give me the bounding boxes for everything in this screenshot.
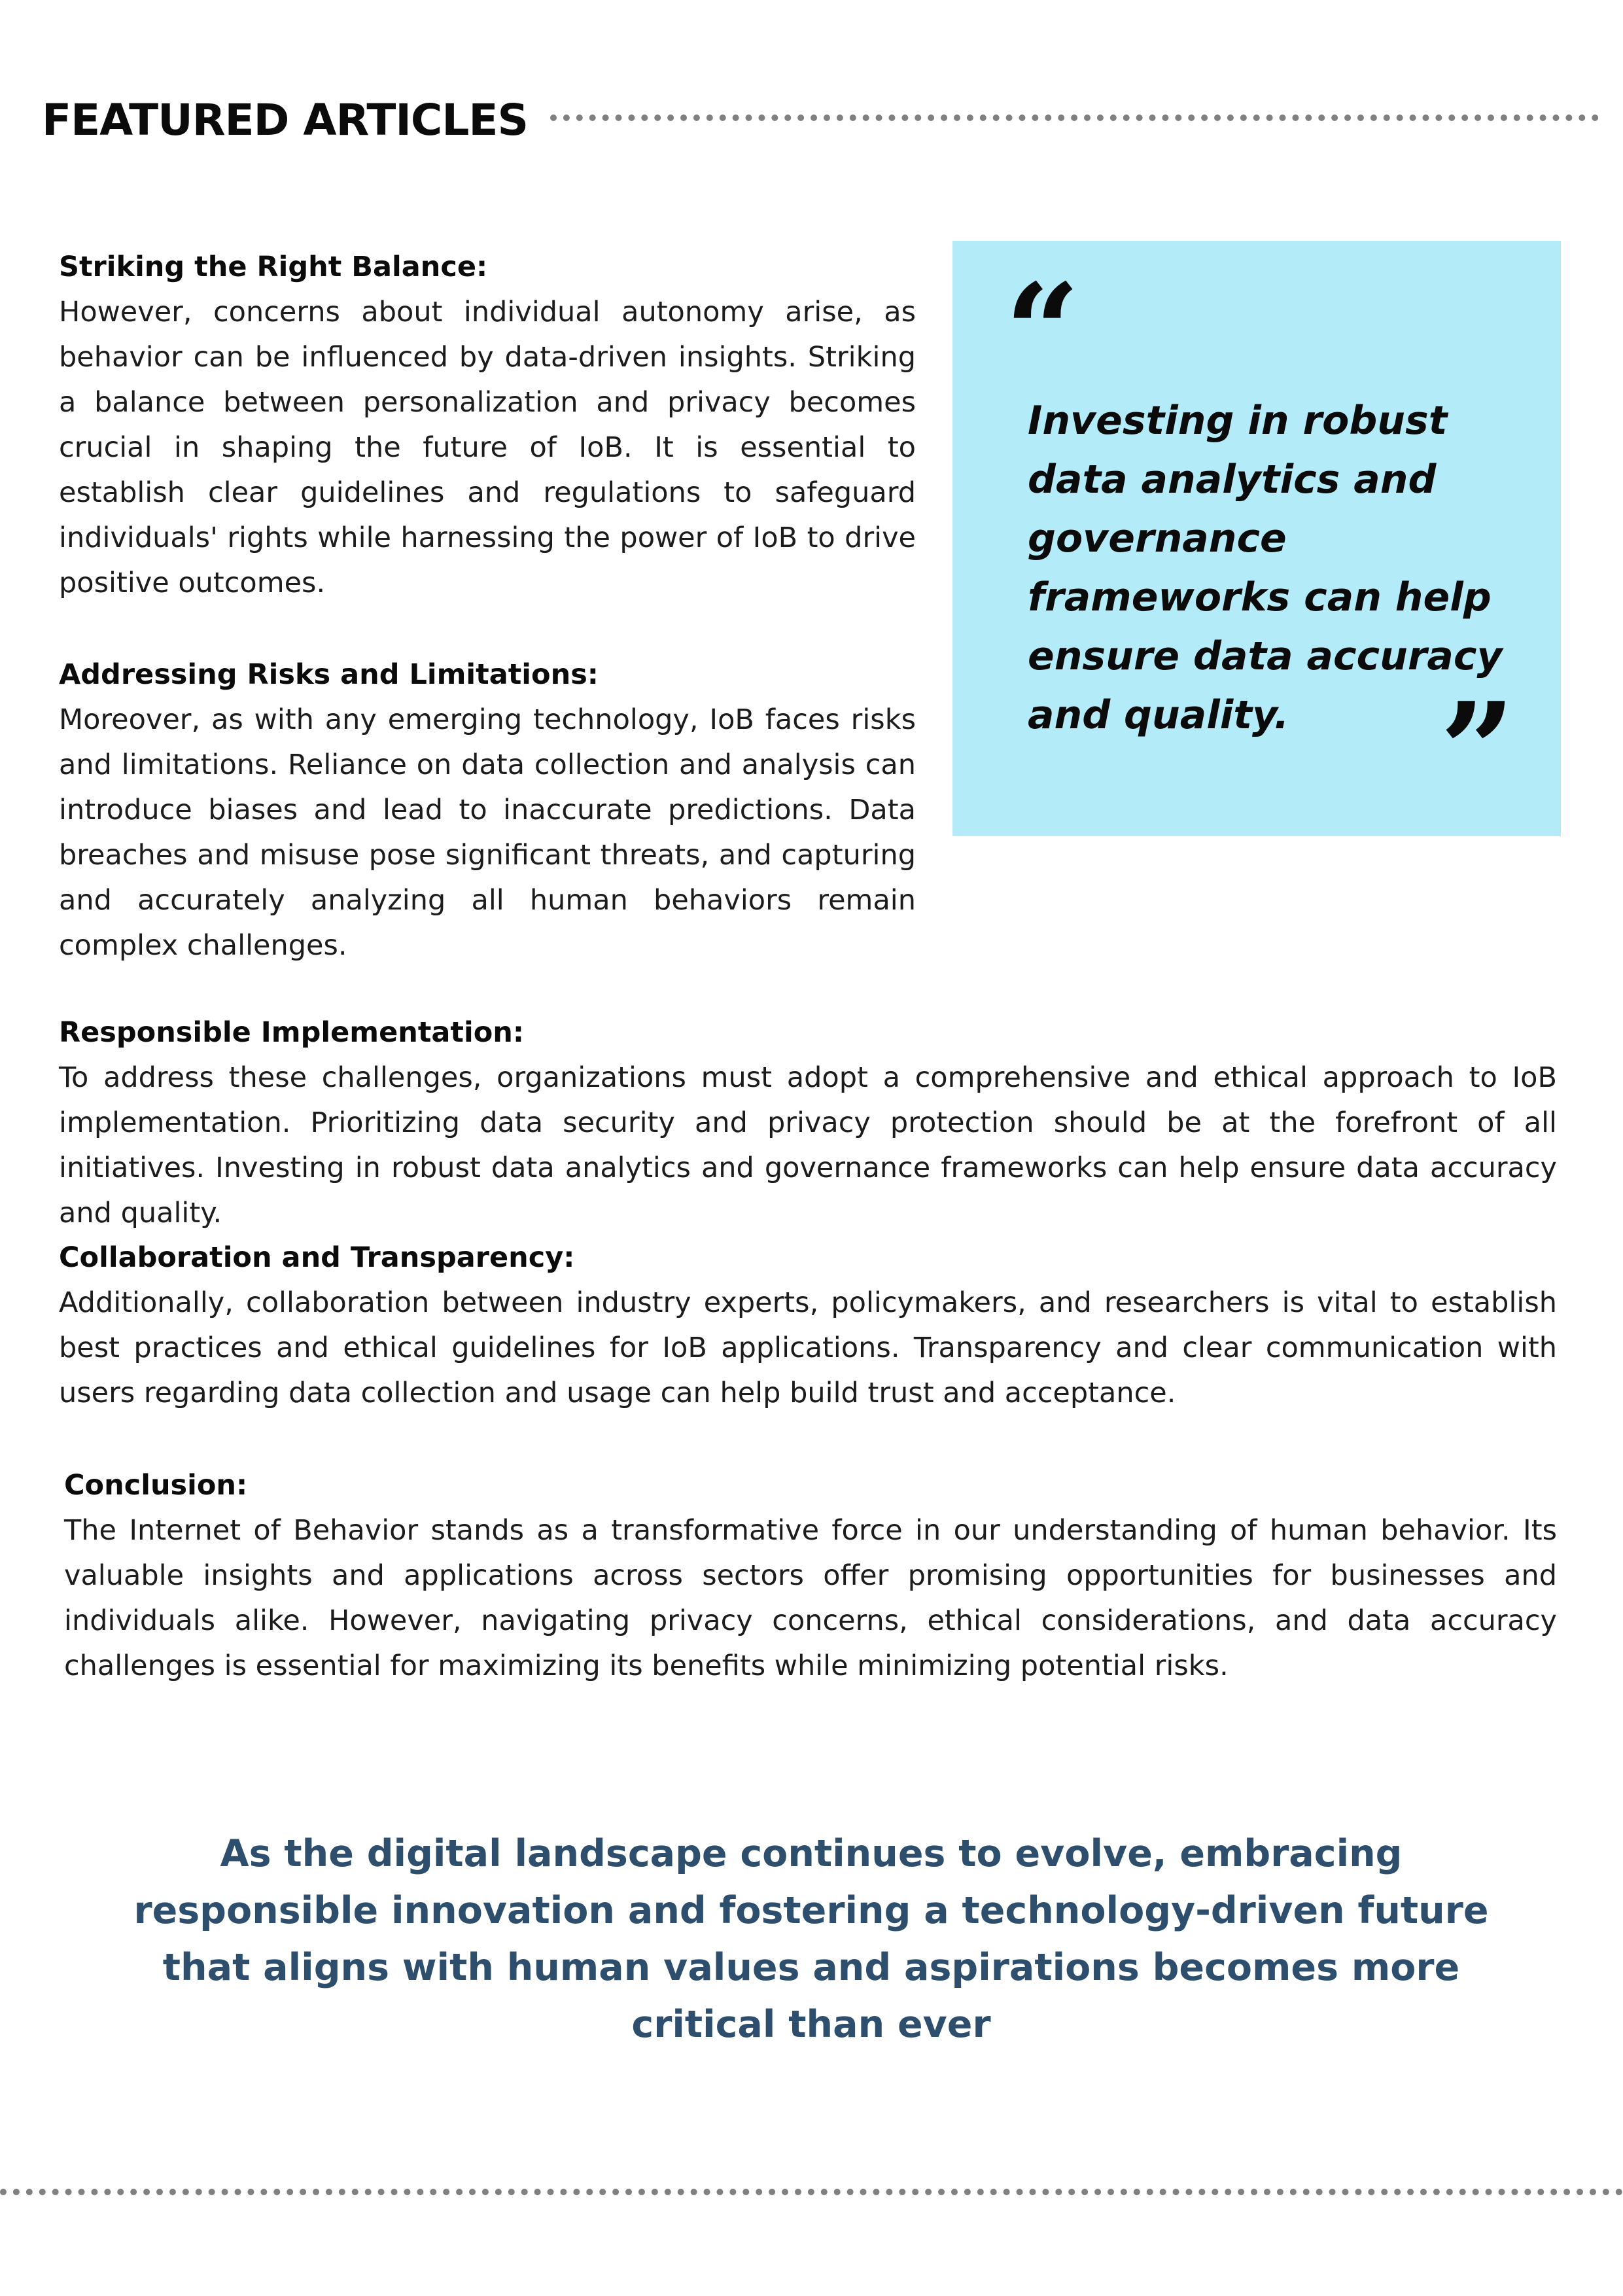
open-quote-icon: “ — [1005, 255, 1081, 409]
pull-quote-box — [952, 241, 1561, 836]
page-header — [42, 90, 1599, 149]
section-body: However, concerns about individual autonomy arise, as behavior can be influenced by data-driven insights. Striking a balance between personalization and privacy becomes crucial in shaping the future of IoB. It is essential to establish clear guidelines and regulations to safeguard individuals' rights while harnessing the power of IoB to drive positive outcomes. — [59, 296, 916, 599]
close-quote-icon: ” — [1439, 674, 1515, 828]
section-conclusion — [64, 1463, 1557, 1689]
section-body: Additionally, collaboration between industry experts, policymakers, and researchers is vital to establish best practices and ethical guidelines for IoB applications. Transparency and clear communication with users regarding data collection and usage can help build trust and acceptance. — [59, 1286, 1557, 1409]
section-body: To address these challenges, organizations must adopt a comprehensive and ethical approach to IoB implementation. Prioritizing data security and privacy protection should be at the forefront of all initiatives. Investing in robust data analytics and governance frameworks can help ensure data accuracy and quality. — [59, 1061, 1557, 1229]
pull-quote-text: Investing in robust data analytics and governance frameworks can help ensure data accuracy and quality. — [1028, 398, 1503, 738]
section-striking-balance — [59, 245, 916, 606]
section-body: Moreover, as with any emerging technology, IoB faces risks and limitations. Reliance on data collection and analysis can introduce biases and lead to inaccurate predictions. Data breaches and misuse pose significant threats, and capturing and accurately analyzing all human behaviors remain complex challenges. — [59, 703, 916, 962]
section-responsible-implementation — [59, 1010, 1557, 1236]
section-heading: Striking the Right Balance: — [59, 251, 488, 283]
header-dotted-divider — [550, 115, 1599, 121]
section-risks-limitations — [59, 652, 916, 968]
section-heading: Conclusion: — [64, 1469, 248, 1502]
section-heading: Collaboration and Transparency: — [59, 1241, 575, 1274]
closing-statement: As the digital landscape continues to evolve, embracing responsible innovation and fostering a technology-driven future that aligns with human values and aspirations becomes more critical than ever — [133, 1832, 1489, 2046]
footer-dotted-divider — [0, 2189, 1623, 2195]
section-collaboration-transparency — [59, 1235, 1557, 1416]
page-title: FEATURED ARTICLES — [42, 94, 529, 145]
section-heading: Responsible Implementation: — [59, 1016, 525, 1049]
section-heading: Addressing Risks and Limitations: — [59, 658, 599, 691]
section-body: The Internet of Behavior stands as a transformative force in our understanding of human behavior. Its valuable insights and applications across sectors offer promising opportunities for businesses and individuals alike. However, navigating privacy concerns, ethical considerations, and data accuracy challenges is essential for maximizing its benefits while minimizing potential risks. — [64, 1514, 1557, 1682]
